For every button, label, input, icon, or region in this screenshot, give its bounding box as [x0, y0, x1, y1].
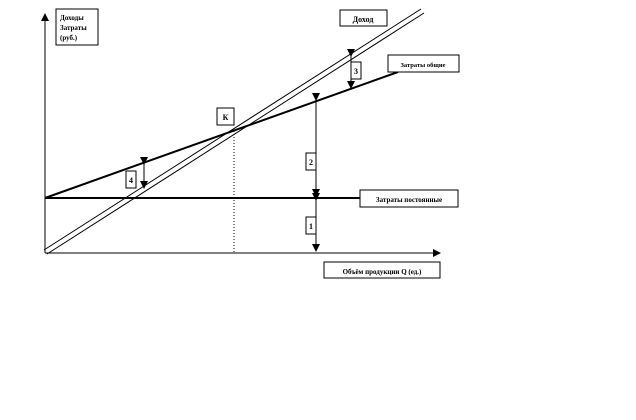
svg-text:3: 3	[354, 67, 358, 76]
svg-text:Доход: Доход	[352, 15, 374, 24]
breakeven-label	[217, 108, 234, 125]
svg-text:Доходы: Доходы	[60, 14, 84, 22]
marker-2	[306, 153, 316, 170]
marker-3	[351, 62, 361, 79]
svg-text:Затраты постоянные: Затраты постоянные	[375, 196, 443, 204]
marker-1	[306, 217, 316, 234]
svg-text:Объём продукции Q (ед.): Объём продукции Q (ед.)	[342, 268, 422, 276]
x-axis-label	[324, 262, 440, 278]
svg-text:К: К	[222, 113, 229, 122]
svg-text:(руб.): (руб.)	[60, 34, 78, 42]
total-costs-label	[388, 55, 459, 72]
svg-text:Затраты общие: Затраты общие	[400, 62, 446, 69]
revenue-label	[340, 10, 387, 26]
svg-text:1: 1	[309, 222, 313, 231]
total-costs-line	[45, 72, 398, 198]
svg-text:Затраты: Затраты	[60, 24, 87, 32]
fixed-costs-label	[360, 190, 458, 207]
svg-text:2: 2	[309, 158, 313, 167]
marker-4	[126, 171, 136, 188]
y-axis-label	[56, 9, 98, 45]
svg-text:4: 4	[129, 176, 133, 185]
